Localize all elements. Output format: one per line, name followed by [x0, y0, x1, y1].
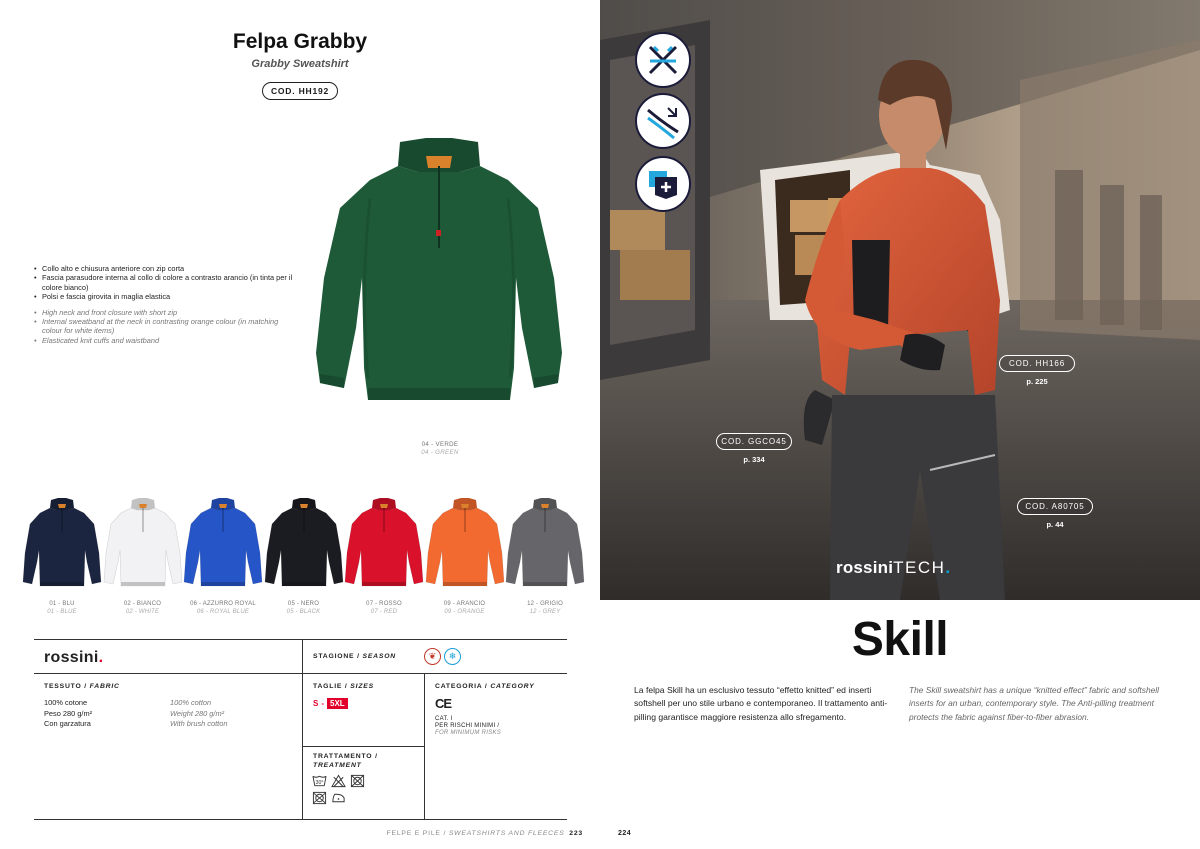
feature-it: • Fascia parasudore interna al collo di colore a contrasto arancio (in tinta per il colore bianco): [34, 273, 296, 292]
swatch-label-en: 02 - WHITE: [125, 608, 160, 615]
fabric-label: TESSUTO / FABRIC: [44, 683, 120, 690]
color-swatch: [103, 498, 183, 616]
ref-code-ggco45: COD. GGCO45: [716, 433, 792, 450]
swatch-sweatshirt-image: [505, 498, 585, 594]
spec-table: [34, 639, 567, 820]
sizes-label: TAGLIE / SIZES: [313, 683, 374, 690]
page-number-right: 224: [618, 830, 632, 837]
swatch-sweatshirt-image: [425, 498, 505, 594]
page-footer-left: FELPE E PILE / SWEATSHIRTS AND FLEECES 223: [386, 830, 583, 837]
svg-text:30°: 30°: [315, 779, 324, 786]
ce-mark: CE: [435, 696, 452, 711]
swatch-sweatshirt-image: [344, 498, 424, 594]
swatch-label-en: 07 - RED: [370, 608, 398, 615]
season-label: STAGIONE / SEASON: [313, 653, 396, 660]
swatch-sweatshirt-image: [264, 498, 344, 594]
color-swatch: [344, 498, 424, 616]
right-page: [600, 0, 1200, 849]
rossini-tech-logo: rossiniTECH.: [836, 558, 951, 577]
main-color-caption: [380, 441, 500, 457]
product-code-badge: COD. HH192: [262, 82, 338, 100]
feature-en: • High neck and front closure with short zip: [34, 308, 296, 317]
color-swatch: [264, 498, 344, 616]
main-caption-it: 04 - VERDE: [421, 441, 459, 448]
main-sweatshirt-image: [310, 138, 570, 438]
swatch-label-it: 09 - ARANCIO: [443, 601, 486, 607]
swatch-label-it: 07 - ROSSO: [366, 601, 402, 607]
rossini-logo: rossini.: [44, 649, 104, 666]
care-icons: [312, 774, 382, 805]
hero-photo: [600, 0, 1200, 600]
fabric-it: 100% cotone Peso 280 g/m² Con garzatura: [44, 698, 93, 729]
softshell-tech-icon: [635, 93, 691, 149]
swatch-label-en: 05 - BLACK: [286, 608, 321, 615]
iron-low-icon: [331, 791, 346, 805]
swatch-label-en: 12 - GREY: [529, 608, 561, 615]
swatch-label-it: 02 - BIANCO: [123, 601, 162, 607]
treatment-label: TRATTAMENTO / TREATMENT: [313, 753, 378, 769]
color-swatch: [425, 498, 505, 616]
no-tumble-dry-icon: [350, 774, 365, 788]
ref-page-hh166: p. 225: [1026, 377, 1048, 386]
feature-it: • Polsi e fascia girovita in maglia elastica: [34, 292, 296, 301]
color-swatches: [22, 498, 574, 618]
swatch-label-en: 09 - ORANGE: [444, 608, 485, 615]
leaf-icon: ❦: [424, 648, 441, 665]
category-text: CAT. I PER RISCHI MINIMI / FOR MINIMUM RISKS: [435, 716, 502, 736]
season-icons: [424, 648, 461, 665]
feature-list: [34, 264, 296, 345]
color-swatch: [505, 498, 585, 616]
swatch-label-en: 06 - ROYAL BLUE: [196, 608, 250, 615]
main-caption-en: 04 - GREEN: [421, 449, 459, 456]
no-dry-clean-icon: [312, 791, 327, 805]
description-it: La felpa Skill ha un esclusivo tessuto “effetto knitted” ed inserti softshell per uno stile urbano e contemporaneo. Il trattamento anti-pilling garantisce maggiore resistenza allo sfregamento.: [634, 685, 888, 722]
color-swatch: [183, 498, 263, 616]
pocket-plus-tech-icon: [635, 156, 691, 212]
swatch-label-it: 06 - AZZURRO ROYAL: [190, 601, 256, 607]
feature-en: • Internal sweatband at the neck in contrasting orange colour (in matching colour for white items): [34, 317, 296, 336]
fabric-en: 100% cotton Weight 280 g/m² With brush cotton: [170, 698, 228, 729]
swatch-sweatshirt-image: [103, 498, 183, 594]
category-label: CATEGORIA / CATEGORY: [435, 683, 535, 690]
skill-title: Skill: [851, 613, 949, 666]
ref-code-hh166: COD. HH166: [999, 355, 1075, 372]
swatch-label-it: 12 - GRIGIO: [527, 601, 563, 607]
wash-30-icon: [312, 774, 327, 788]
no-bleach-icon: [331, 774, 346, 788]
product-title: Felpa Grabby: [232, 30, 368, 53]
product-subtitle: Grabby Sweatshirt: [251, 58, 349, 70]
size-range: S - 5XL: [313, 698, 348, 709]
ref-code-a80705: COD. A80705: [1017, 498, 1093, 515]
swatch-sweatshirt-image: [183, 498, 263, 594]
snowflake-icon: ❄: [444, 648, 461, 665]
swatch-sweatshirt-image: [22, 498, 102, 594]
swatch-label-en: 01 - BLUE: [47, 608, 77, 615]
warehouse-scene-image: [600, 0, 1200, 600]
feature-en: • Elasticated knit cuffs and waistband: [34, 336, 296, 345]
ref-page-ggco45: p. 334: [743, 455, 765, 464]
swatch-label-it: 05 - NERO: [287, 601, 320, 607]
breathable-tech-icon: [635, 32, 691, 88]
ref-page-a80705: p. 44: [1046, 520, 1064, 529]
description-en: The Skill sweatshirt has a unique “knitted effect” fabric and softshell inserts for an urban, contemporary style. The Anti-pilling treatment protects the fabric against fiber-to-fiber abrasion.: [909, 685, 1159, 722]
color-swatch: [22, 498, 102, 616]
feature-it: • Collo alto e chiusura anteriore con zip corta: [34, 264, 296, 273]
swatch-label-it: 01 - BLU: [49, 601, 75, 607]
